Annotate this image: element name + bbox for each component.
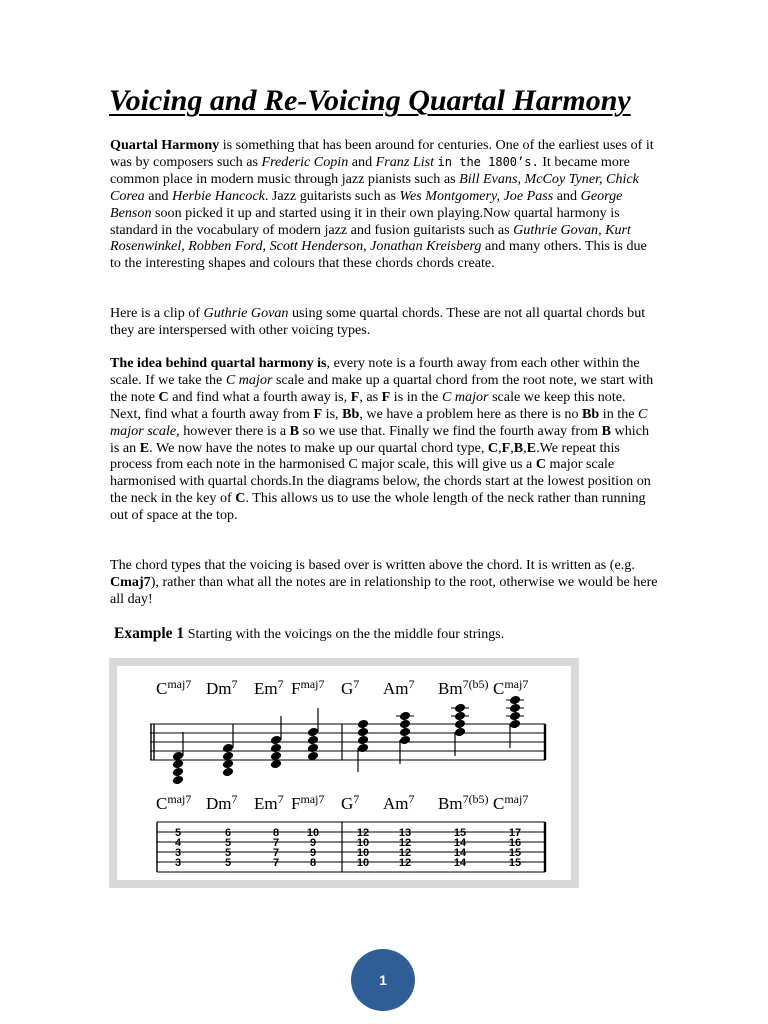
text-run: is in the — [390, 388, 442, 405]
chord-symbol-bottom-0 — [156, 792, 191, 813]
note-head — [357, 735, 369, 746]
tab-fret-number: 12 — [398, 857, 412, 869]
chord-root: Em — [254, 794, 278, 813]
text-run: Bb — [582, 405, 600, 422]
chord-quality: 7 — [231, 792, 238, 806]
note-head — [357, 727, 369, 738]
intro-paragraph — [110, 137, 658, 272]
text-run: Guthrie Govan, Kurt Rosenwinkel, Robben Ford, Scott Henderson, Jonathan Kreisberg — [110, 221, 631, 255]
text-run: in the — [599, 405, 639, 422]
tab-fret-number: 5 — [224, 857, 232, 869]
text-run: using some quartal chords. These are not all quartal chords but they are interspersed with other voicing types. — [110, 305, 646, 338]
chord-symbol-top-3 — [291, 677, 324, 698]
text-run: . Jazz guitarists such as — [264, 187, 400, 204]
example-heading — [114, 625, 504, 643]
notation-svg — [117, 666, 571, 880]
text-run: Frederic Copin — [261, 153, 349, 170]
note-head — [307, 735, 319, 746]
text-run: is something that has been around for centuries. One of the earliest uses of it was by composers such as — [110, 137, 654, 170]
text-run: Cmaj7 — [110, 573, 151, 590]
text-run: scale and make up a quartal chord from the root note, we start with the note — [110, 371, 654, 405]
tab-fret-number: 12 — [398, 847, 412, 859]
text-run: and — [553, 187, 581, 204]
chord-symbol-bottom-3 — [291, 792, 324, 813]
text-run: ), rather than what all the notes are in relationship to the root, otherwise we would be here all day! — [110, 573, 658, 607]
text-run: , every note is a fourth away from each other within the scale. If we take the — [110, 355, 640, 388]
tab-fret-number: 10 — [356, 847, 370, 859]
text-run: scale we keep this note. Next, find what a fourth away from — [110, 388, 626, 422]
tab-fret-number: 9 — [309, 847, 317, 859]
chord-quality: 7 — [353, 677, 360, 691]
chord-quality: 7 — [277, 677, 284, 691]
chord-root: C — [493, 794, 505, 813]
tab-fret-number: 12 — [356, 827, 370, 839]
chord-root: Am — [383, 679, 409, 698]
tab-fret-number: 17 — [508, 827, 522, 839]
tab-fret-number: 6 — [224, 827, 232, 839]
text-run: C major — [225, 371, 273, 388]
page-title: Voicing and Re-Voicing Quartal Harmony — [109, 84, 631, 117]
tab-fret-number: 7 — [272, 837, 280, 849]
chord-root: C — [156, 679, 168, 698]
tab-fret-number: 12 — [398, 837, 412, 849]
text-run: and — [144, 187, 173, 204]
tab-fret-number: 8 — [309, 857, 317, 869]
chord-quality: 7 — [277, 792, 284, 806]
text-run: B — [601, 422, 612, 439]
text-run: , — [498, 439, 502, 456]
tab-fret-number: 13 — [398, 827, 412, 839]
tab-fret-number: 9 — [309, 837, 317, 849]
note-head — [270, 743, 282, 754]
idea-paragraph — [110, 355, 658, 524]
tab-fret-number: 8 — [272, 827, 280, 839]
text-run: The chord types that the voicing is based over is written above the chord. It is written as (e.g. — [110, 557, 635, 573]
page-number: 1 — [379, 972, 387, 988]
note-head — [222, 743, 234, 754]
text-run: soon picked it up and started using it in their own playing.Now quartal harmony is standard in the vocabulary of modern jazz and fusion guitarists such as — [110, 204, 620, 238]
text-run: , we have a problem here as there is no — [359, 405, 583, 422]
text-run: Guthrie Govan — [203, 305, 289, 321]
tab-fret-number: 7 — [272, 857, 280, 869]
note-head — [270, 735, 282, 746]
notation-canvas — [117, 666, 571, 880]
chord-root: Dm — [206, 794, 232, 813]
text-run: , — [523, 439, 527, 456]
text-run: E — [526, 439, 537, 456]
text-run: Bill Evans, McCoy Tyner, Chick Corea — [110, 170, 639, 204]
note-head — [454, 719, 466, 730]
chord-root: F — [291, 794, 301, 813]
tab-fret-number: 5 — [224, 837, 232, 849]
note-head — [399, 735, 411, 746]
chord-quality: maj7 — [300, 677, 325, 691]
chord-quality: 7 — [231, 677, 238, 691]
chord-quality: maj7 — [167, 677, 192, 691]
chord-quality: 7 — [408, 792, 415, 806]
text-run: F — [381, 388, 391, 405]
tab-fret-number: 5 — [224, 847, 232, 859]
text-run: F — [501, 439, 511, 456]
text-run: F — [350, 388, 360, 405]
chord-root: Am — [383, 794, 409, 813]
text-run: Franz List — [375, 153, 435, 170]
text-run: in the 1800’s. — [437, 154, 539, 169]
example-description: Starting with the voicings on the the middle four strings. — [184, 627, 505, 642]
chord-root: C — [493, 679, 505, 698]
chord-root: Em — [254, 679, 278, 698]
chord-quality: maj7 — [504, 792, 529, 806]
note-head — [357, 719, 369, 730]
page-number-badge — [351, 949, 415, 1011]
note-head — [172, 767, 184, 778]
text-run: Quartal Harmony — [110, 137, 220, 153]
text-run: is, — [322, 405, 343, 422]
chord-symbol-bottom-4 — [341, 792, 359, 813]
text-run: C major scale — [110, 405, 648, 439]
tab-fret-number: 15 — [453, 827, 467, 839]
chord-symbol-bottom-1 — [206, 792, 238, 813]
chord-symbol-bottom-7 — [493, 792, 528, 813]
chord-types-paragraph — [110, 557, 658, 608]
text-run: George Benson — [110, 187, 623, 221]
chord-quality: 7(b5) — [462, 677, 489, 691]
tab-fret-number: 10 — [306, 827, 320, 839]
chord-symbol-bottom-5 — [383, 792, 415, 813]
text-run: C — [535, 456, 547, 473]
chord-root: F — [291, 679, 301, 698]
chord-root: Bm — [438, 794, 463, 813]
note-head — [399, 727, 411, 738]
text-run: Bb — [342, 405, 360, 422]
tab-fret-number: 15 — [508, 857, 522, 869]
text-run: It became more common place in modern music through jazz pianists such as — [110, 153, 630, 187]
notation-figure — [109, 658, 579, 888]
text-run: . We now have the notes to make up our quartal chord type, — [149, 439, 488, 456]
chord-symbol-top-5 — [383, 677, 415, 698]
chord-symbol-top-6 — [438, 677, 489, 698]
chord-quality: 7 — [408, 677, 415, 691]
chord-root: G — [341, 679, 354, 698]
text-run: The idea behind quartal harmony is — [110, 355, 327, 371]
chord-quality: maj7 — [300, 792, 325, 806]
chord-quality: maj7 — [167, 792, 192, 806]
text-run: Wes Montgomery, Joe Pass — [399, 187, 554, 204]
text-run: , however there is a — [176, 422, 290, 439]
tab-fret-number: 14 — [453, 837, 467, 849]
tab-fret-number: 14 — [453, 857, 467, 869]
text-run: F — [313, 405, 323, 422]
note-head — [222, 767, 234, 778]
tab-fret-number: 3 — [174, 847, 182, 859]
text-run: C — [158, 388, 169, 405]
chord-symbol-bottom-6 — [438, 792, 489, 813]
text-run: so we use that. Finally we find the fourth away from — [299, 422, 602, 439]
chord-symbol-top-0 — [156, 677, 191, 698]
text-run: Herbie Hancock — [172, 187, 265, 204]
text-run: which is an — [110, 422, 649, 456]
chord-symbol-top-4 — [341, 677, 359, 698]
note-head — [307, 743, 319, 754]
text-run: and — [348, 153, 376, 170]
tab-fret-number: 16 — [508, 837, 522, 849]
note-head — [454, 727, 466, 738]
text-run: and many others. This is due to the interesting shapes and colours that these chords chords create. — [110, 238, 647, 272]
chord-root: Dm — [206, 679, 232, 698]
chord-quality: 7 — [353, 792, 360, 806]
note-head — [509, 719, 521, 730]
tab-fret-number: 15 — [508, 847, 522, 859]
tab-fret-number: 10 — [356, 837, 370, 849]
tab-fret-number: 3 — [174, 857, 182, 869]
note-head — [307, 727, 319, 738]
text-run: B — [513, 439, 524, 456]
text-run: major scale harmonised with quartal chords.In the diagrams below, the chords start at the lowest position on the neck in the key of — [110, 456, 651, 507]
example-label: Example 1 — [114, 625, 185, 642]
text-run: , as — [359, 388, 382, 405]
tab-fret-number: 5 — [174, 827, 182, 839]
chord-symbol-top-1 — [206, 677, 238, 698]
text-run: . This allows us to use the whole length of the neck rather than running out of space at the top. — [110, 490, 646, 524]
tab-fret-number: 10 — [356, 857, 370, 869]
chord-symbol-top-2 — [254, 677, 284, 698]
note-head — [357, 743, 369, 754]
chord-quality: 7(b5) — [462, 792, 489, 806]
tab-fret-number: 4 — [174, 837, 182, 849]
text-run: C major — [441, 388, 489, 405]
clip-paragraph — [110, 305, 658, 339]
chord-root: G — [341, 794, 354, 813]
text-run: Here is a clip of — [110, 305, 204, 321]
text-run: C — [487, 439, 499, 456]
text-run: B — [289, 422, 300, 439]
chord-symbol-top-7 — [493, 677, 528, 698]
note-head — [399, 719, 411, 730]
note-head — [172, 775, 184, 786]
text-run: C — [235, 490, 246, 507]
text-run: .We repeat this process from each note in the harmonised C major scale, this will give us a — [110, 439, 620, 473]
chord-quality: maj7 — [504, 677, 529, 691]
text-run: E — [139, 439, 150, 456]
chord-root: C — [156, 794, 168, 813]
text-run: , — [510, 439, 514, 456]
tab-fret-number: 14 — [453, 847, 467, 859]
tab-fret-number: 7 — [272, 847, 280, 859]
chord-root: Bm — [438, 679, 463, 698]
chord-symbol-bottom-2 — [254, 792, 284, 813]
text-run: and find what a fourth away is, — [168, 388, 351, 405]
